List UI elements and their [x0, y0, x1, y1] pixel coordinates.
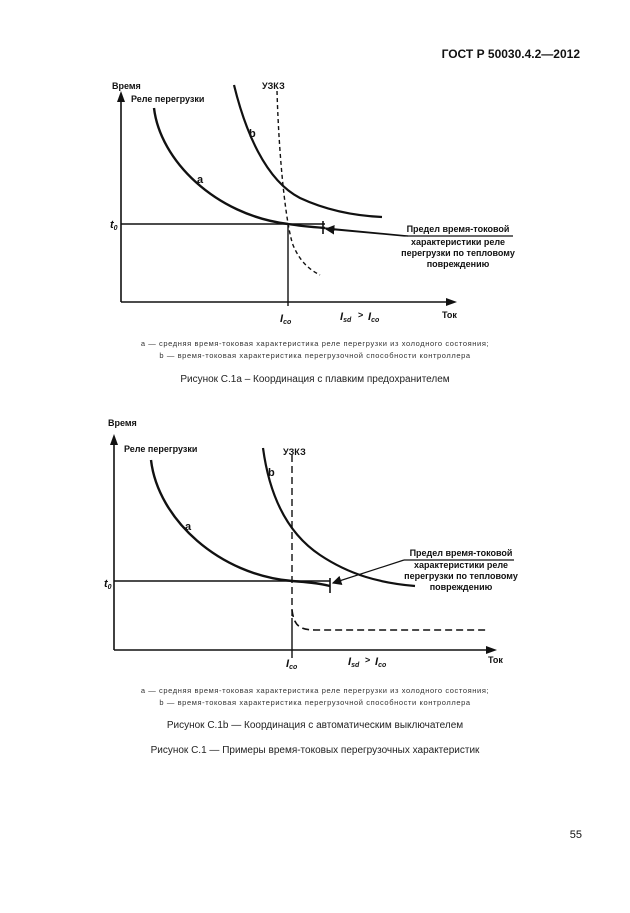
gt-label: > [358, 310, 364, 320]
y-axis-label: Время [112, 81, 141, 91]
y-axis-arrow [117, 91, 125, 102]
note-a-b: a — средняя время-токовая характеристика реле перегрузки из холодного состояния; [140, 686, 490, 695]
annotation-arrow [326, 229, 404, 236]
isd-label-b: Isd [348, 656, 360, 669]
gt-label-b: > [365, 655, 371, 665]
limit-text-b3: перегрузки по тепловому [404, 571, 518, 581]
note-a: a — средняя время-токовая характеристика реле перегрузки из холодного состояния; [140, 339, 490, 348]
overload-relay-label-b: Реле перегрузки [124, 444, 198, 454]
x-axis-arrow-b [486, 646, 497, 654]
x-axis-label-b: Ток [488, 655, 503, 665]
overload-relay-label: Реле перегрузки [131, 94, 205, 104]
caption-a: Рисунок С.1a – Координация с плавким предохранителем [180, 374, 450, 385]
note-b-b: b — время-токовая характеристика перегрузочной способности контроллера [159, 698, 471, 707]
curve-b [234, 85, 382, 217]
t0-label-b: t0 [104, 578, 112, 591]
t0-label: t0 [110, 219, 118, 232]
x-axis-arrow [446, 298, 457, 306]
device-label-b: УЗКЗ [283, 447, 306, 457]
limit-text-2: характеристики реле [410, 237, 506, 247]
y-axis-label-b: Время [108, 418, 137, 428]
figure-a-diagram [0, 0, 630, 330]
limit-text-b2: характеристики реле [413, 560, 509, 570]
annotation-arrow-b [333, 560, 404, 583]
document-header: ГОСТ Р 50030.4.2—2012 [441, 47, 580, 61]
limit-text: Предел время-токовой [406, 224, 510, 234]
curve-b-label-b: b [268, 467, 275, 479]
limit-text-4: повреждению [426, 259, 490, 269]
device-label: УЗКЗ [262, 81, 285, 91]
curve-a [154, 108, 325, 228]
page-number: 55 [569, 829, 582, 841]
x-axis-label: Ток [442, 310, 457, 320]
caption-b: Рисунок С.1b — Координация с автоматическим выключателем [166, 720, 464, 731]
curve-a-b [151, 460, 330, 586]
limit-text-3: перегрузки по тепловому [401, 248, 515, 258]
figure-b-diagram [0, 400, 630, 690]
ico2-label: Ico [368, 311, 380, 324]
ico-label: Ico [280, 313, 292, 326]
note-b: b — время-токовая характеристика перегрузочной способности контроллера [159, 351, 471, 360]
curve-b-label: b [249, 128, 256, 140]
ico2-label-b: Ico [375, 656, 387, 669]
curve-a-label: a [197, 174, 204, 186]
limit-text-b4: повреждению [429, 582, 493, 592]
breaker-curve [292, 610, 488, 630]
curve-b-b [263, 448, 415, 586]
ico-label-b: Ico [286, 658, 298, 671]
fuse-curve [277, 91, 320, 275]
limit-text-b1: Предел время-токовой [409, 548, 513, 558]
figure-caption: Рисунок С.1 — Примеры время-токовых перегрузочных характеристик [150, 745, 480, 756]
curve-a-label-b: a [185, 521, 192, 533]
isd-label: Isd [340, 311, 352, 324]
y-axis-arrow-b [110, 434, 118, 445]
